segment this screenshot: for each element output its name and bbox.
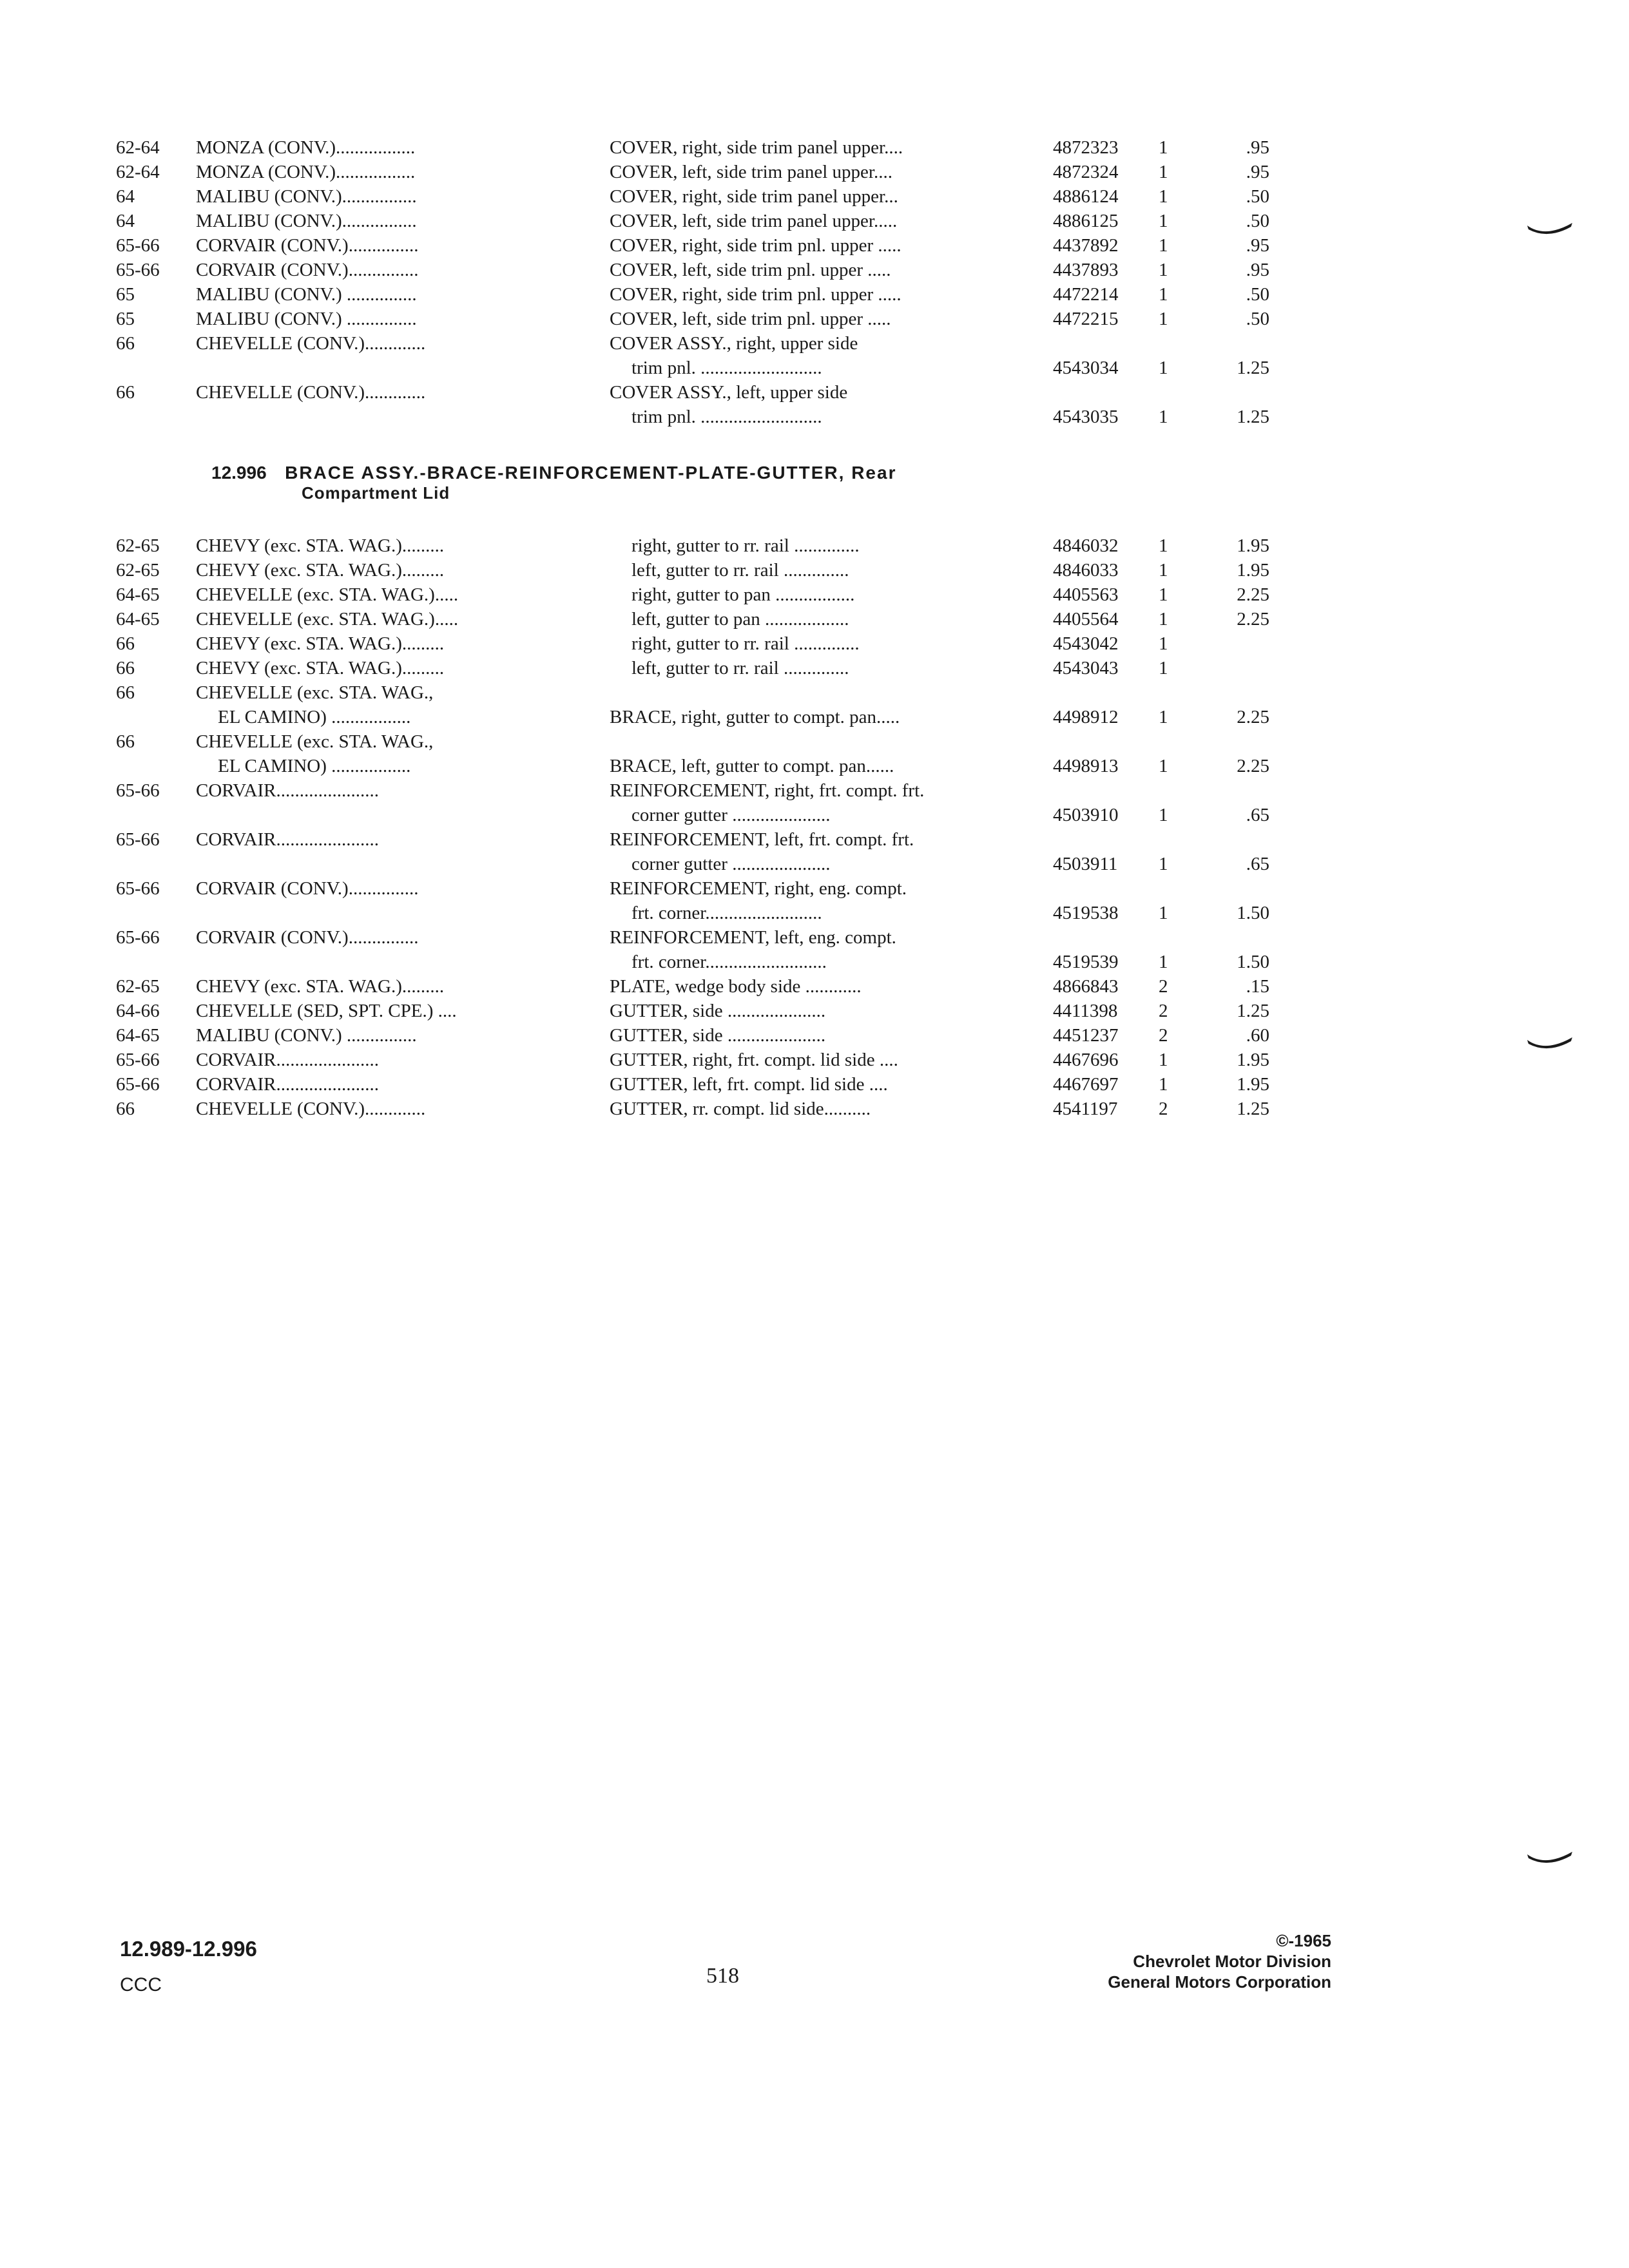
vehicle-model: CORVAIR (CONV.)............... bbox=[196, 927, 419, 948]
part-number: 4472215 bbox=[1053, 309, 1119, 329]
part-description bbox=[631, 558, 1063, 582]
binder-hole-mark-bottom bbox=[1526, 1849, 1574, 1865]
model-year: 65-66 bbox=[116, 829, 160, 850]
price: .95 bbox=[1246, 137, 1269, 158]
part-description-line1: GUTTER, rr. compt. lid side.......... bbox=[610, 1099, 871, 1119]
part-number: 4467697 bbox=[1053, 1074, 1119, 1095]
quantity: 1 bbox=[1159, 609, 1168, 629]
part-description-line1: right, gutter to rr. rail .............. bbox=[631, 633, 860, 654]
price: 2.25 bbox=[1237, 584, 1269, 605]
section-number: 12.996 bbox=[211, 463, 267, 483]
section-title: BRACE ASSY.-BRACE-REINFORCEMENT-PLATE-GUTTER, Rear bbox=[285, 463, 897, 483]
part-number: 4451237 bbox=[1053, 1025, 1119, 1046]
part-description bbox=[631, 631, 1063, 656]
part-description-line1: COVER ASSY., left, upper side bbox=[610, 382, 848, 403]
price: 1.95 bbox=[1237, 1074, 1269, 1095]
table-row bbox=[116, 778, 1276, 827]
model-year: 64-65 bbox=[116, 1025, 160, 1046]
part-description bbox=[610, 729, 1041, 778]
part-description bbox=[610, 209, 1041, 233]
part-number: 4543035 bbox=[1053, 407, 1119, 427]
part-description bbox=[610, 827, 1041, 876]
model-year: 64 bbox=[116, 186, 135, 207]
part-description bbox=[610, 1048, 1041, 1072]
model-year: 65-66 bbox=[116, 235, 160, 256]
part-number: 4503911 bbox=[1053, 854, 1118, 874]
part-number: 4503910 bbox=[1053, 805, 1119, 825]
vehicle-model: MALIBU (CONV.)................ bbox=[196, 211, 417, 231]
division: Chevrolet Motor Division bbox=[1133, 1952, 1331, 1971]
price: .65 bbox=[1246, 805, 1269, 825]
part-number: 4543043 bbox=[1053, 658, 1119, 678]
price: .95 bbox=[1246, 162, 1269, 182]
price: .50 bbox=[1246, 284, 1269, 305]
model-year: 66 bbox=[116, 633, 135, 654]
part-description-line1: REINFORCEMENT, left, frt. compt. frt. bbox=[610, 829, 914, 850]
price: 1.95 bbox=[1237, 535, 1269, 556]
price: .15 bbox=[1246, 976, 1269, 997]
vehicle-model: CORVAIR...................... bbox=[196, 829, 379, 850]
table-row bbox=[116, 184, 1276, 209]
vehicle-model: CORVAIR...................... bbox=[196, 1050, 379, 1070]
table-row bbox=[116, 135, 1276, 160]
price: .60 bbox=[1246, 1025, 1269, 1046]
vehicle-model: MALIBU (CONV.) ............... bbox=[196, 309, 417, 329]
table-row bbox=[116, 631, 1276, 656]
table-row bbox=[116, 258, 1276, 282]
vehicle-model: MALIBU (CONV.) ............... bbox=[196, 1025, 417, 1046]
model-year: 64-65 bbox=[116, 584, 160, 605]
part-number: 4411398 bbox=[1053, 1001, 1118, 1021]
vehicle-model: CHEVY (exc. STA. WAG.)......... bbox=[196, 658, 445, 678]
part-description bbox=[610, 925, 1041, 974]
table-row bbox=[116, 925, 1276, 974]
quantity: 1 bbox=[1159, 186, 1168, 207]
part-description-line2: trim pnl. .......................... bbox=[631, 407, 822, 427]
model-year: 64 bbox=[116, 211, 135, 231]
part-number: 4541197 bbox=[1053, 1099, 1118, 1119]
part-description bbox=[631, 607, 1063, 631]
part-description bbox=[610, 282, 1041, 307]
vehicle-model: CORVAIR...................... bbox=[196, 780, 379, 801]
price: 1.95 bbox=[1237, 1050, 1269, 1070]
table-row bbox=[116, 558, 1276, 582]
table-row bbox=[116, 380, 1276, 429]
vehicle-model: CORVAIR (CONV.)............... bbox=[196, 235, 419, 256]
part-description bbox=[610, 331, 1041, 380]
parts-list-section-2 bbox=[116, 533, 1276, 1121]
part-description-line1: COVER, right, side trim pnl. upper ..... bbox=[610, 235, 901, 256]
table-row bbox=[116, 331, 1276, 380]
vehicle-model-line1: CHEVELLE (exc. STA. WAG., bbox=[196, 682, 434, 703]
part-number: 4498912 bbox=[1053, 707, 1119, 727]
quantity: 1 bbox=[1159, 854, 1168, 874]
model-year: 66 bbox=[116, 658, 135, 678]
quantity: 1 bbox=[1159, 535, 1168, 556]
price: 2.25 bbox=[1237, 707, 1269, 727]
price: 1.25 bbox=[1237, 1099, 1269, 1119]
part-description bbox=[610, 680, 1041, 729]
part-description-line2: frt. corner.......................... bbox=[631, 952, 827, 972]
quantity: 1 bbox=[1159, 560, 1168, 581]
quantity: 1 bbox=[1159, 1074, 1168, 1095]
price: 2.25 bbox=[1237, 756, 1269, 776]
quantity: 2 bbox=[1159, 1025, 1168, 1046]
parts-list-section-1 bbox=[116, 135, 1276, 429]
part-number: 4498913 bbox=[1053, 756, 1119, 776]
model-year: 66 bbox=[116, 731, 135, 752]
vehicle-model: MALIBU (CONV.) ............... bbox=[196, 284, 417, 305]
part-description-line1: COVER ASSY., right, upper side bbox=[610, 333, 858, 354]
table-row bbox=[116, 209, 1276, 233]
part-description-line1: COVER, right, side trim panel upper.... bbox=[610, 137, 903, 158]
section-heading bbox=[211, 463, 1113, 503]
vehicle-model: CHEVELLE (exc. STA. WAG.)..... bbox=[196, 584, 459, 605]
model-year: 62-65 bbox=[116, 560, 160, 581]
vehicle-model: CORVAIR (CONV.)............... bbox=[196, 878, 419, 899]
model-year: 66 bbox=[116, 333, 135, 354]
quantity: 1 bbox=[1159, 707, 1168, 727]
vehicle-model: CHEVY (exc. STA. WAG.)......... bbox=[196, 535, 445, 556]
part-description bbox=[610, 1023, 1041, 1048]
vehicle-model: CHEVELLE (exc. STA. WAG.)..... bbox=[196, 609, 459, 629]
quantity: 1 bbox=[1159, 658, 1168, 678]
part-description-line2: frt. corner......................... bbox=[631, 903, 822, 923]
table-row bbox=[116, 827, 1276, 876]
quantity: 1 bbox=[1159, 633, 1168, 654]
vehicle-model-line2: EL CAMINO) ................. bbox=[218, 707, 411, 727]
part-description-line2: BRACE, right, gutter to compt. pan..... bbox=[610, 707, 900, 727]
price: 1.50 bbox=[1237, 952, 1269, 972]
vehicle-model-line2: EL CAMINO) ................. bbox=[218, 756, 411, 776]
table-row bbox=[116, 974, 1276, 999]
quantity: 1 bbox=[1159, 584, 1168, 605]
corporation: General Motors Corporation bbox=[1108, 1972, 1331, 1992]
model-year: 64-65 bbox=[116, 609, 160, 629]
table-row bbox=[116, 533, 1276, 558]
quantity: 2 bbox=[1159, 976, 1168, 997]
part-number: 4405563 bbox=[1053, 584, 1119, 605]
price: 1.25 bbox=[1237, 407, 1269, 427]
part-description-line1: GUTTER, right, frt. compt. lid side .... bbox=[610, 1050, 898, 1070]
part-number: 4886125 bbox=[1053, 211, 1119, 231]
model-year: 66 bbox=[116, 382, 135, 403]
price: .65 bbox=[1246, 854, 1269, 874]
part-number: 4405564 bbox=[1053, 609, 1119, 629]
part-number: 4437892 bbox=[1053, 235, 1119, 256]
part-description-line1: GUTTER, side ..................... bbox=[610, 1001, 826, 1021]
table-row bbox=[116, 656, 1276, 680]
vehicle-model: CHEVELLE (CONV.)............. bbox=[196, 1099, 426, 1119]
part-number: 4886124 bbox=[1053, 186, 1119, 207]
part-description bbox=[631, 656, 1063, 680]
part-number: 4872324 bbox=[1053, 162, 1119, 182]
model-year: 62-65 bbox=[116, 976, 160, 997]
model-year: 62-64 bbox=[116, 162, 160, 182]
part-description-line1: REINFORCEMENT, right, eng. compt. bbox=[610, 878, 907, 899]
part-description-line1: COVER, left, side trim panel upper..... bbox=[610, 211, 898, 231]
table-row bbox=[116, 233, 1276, 258]
quantity: 1 bbox=[1159, 952, 1168, 972]
quantity: 1 bbox=[1159, 137, 1168, 158]
part-description-line2: trim pnl. .......................... bbox=[631, 358, 822, 378]
table-row bbox=[116, 607, 1276, 631]
vehicle-model: CHEVY (exc. STA. WAG.)......... bbox=[196, 976, 445, 997]
vehicle-model: MONZA (CONV.)................. bbox=[196, 137, 416, 158]
vehicle-model: CHEVELLE (CONV.)............. bbox=[196, 382, 426, 403]
part-number: 4543034 bbox=[1053, 358, 1119, 378]
part-description bbox=[610, 778, 1041, 827]
part-description bbox=[610, 876, 1041, 925]
price: 2.25 bbox=[1237, 609, 1269, 629]
table-row bbox=[116, 160, 1276, 184]
part-description bbox=[610, 184, 1041, 209]
part-description-line1: left, gutter to rr. rail .............. bbox=[631, 658, 849, 678]
part-description-line1: COVER, left, side trim pnl. upper ..... bbox=[610, 260, 891, 280]
table-row bbox=[116, 1097, 1276, 1121]
part-description bbox=[610, 1072, 1041, 1097]
quantity: 1 bbox=[1159, 284, 1168, 305]
section-subtitle: Compartment Lid bbox=[302, 483, 450, 503]
publisher-block bbox=[1018, 1930, 1331, 1992]
part-description-line2: corner gutter ..................... bbox=[631, 805, 831, 825]
model-year: 62-64 bbox=[116, 137, 160, 158]
vehicle-model: CORVAIR (CONV.)............... bbox=[196, 260, 419, 280]
part-number: 4846033 bbox=[1053, 560, 1119, 581]
quantity: 1 bbox=[1159, 903, 1168, 923]
catalog-code: CCC bbox=[120, 1974, 162, 1995]
part-description-line1: COVER, right, side trim pnl. upper ..... bbox=[610, 284, 901, 305]
part-description-line1: COVER, left, side trim panel upper.... bbox=[610, 162, 892, 182]
model-year: 65-66 bbox=[116, 1050, 160, 1070]
table-row bbox=[116, 307, 1276, 331]
part-number: 4472214 bbox=[1053, 284, 1119, 305]
model-year: 66 bbox=[116, 1099, 135, 1119]
part-description-line1: COVER, left, side trim pnl. upper ..... bbox=[610, 309, 891, 329]
part-description bbox=[631, 582, 1063, 607]
part-number: 4846032 bbox=[1053, 535, 1119, 556]
part-description-line1: left, gutter to pan .................. bbox=[631, 609, 849, 629]
quantity: 1 bbox=[1159, 407, 1168, 427]
quantity: 1 bbox=[1159, 162, 1168, 182]
price: .95 bbox=[1246, 260, 1269, 280]
part-description-line1: right, gutter to rr. rail .............. bbox=[631, 535, 860, 556]
model-year: 65-66 bbox=[116, 780, 160, 801]
part-description-line1: REINFORCEMENT, right, frt. compt. frt. bbox=[610, 780, 925, 801]
part-description-line1: GUTTER, side ..................... bbox=[610, 1025, 826, 1046]
quantity: 1 bbox=[1159, 235, 1168, 256]
part-number: 4519538 bbox=[1053, 903, 1119, 923]
model-year: 65-66 bbox=[116, 878, 160, 899]
part-number: 4467696 bbox=[1053, 1050, 1119, 1070]
table-row bbox=[116, 1072, 1276, 1097]
page-number: 518 bbox=[706, 1964, 739, 1988]
vehicle-model: CHEVELLE (CONV.)............. bbox=[196, 333, 426, 354]
price: .50 bbox=[1246, 186, 1269, 207]
part-description-line2: BRACE, left, gutter to compt. pan...... bbox=[610, 756, 894, 776]
part-description bbox=[610, 1097, 1041, 1121]
section-range: 12.989-12.996 bbox=[120, 1937, 257, 1961]
table-row bbox=[116, 999, 1276, 1023]
price: .50 bbox=[1246, 211, 1269, 231]
vehicle-model: MONZA (CONV.)................. bbox=[196, 162, 416, 182]
part-description bbox=[610, 999, 1041, 1023]
part-description bbox=[610, 974, 1041, 999]
part-description bbox=[610, 160, 1041, 184]
part-description-line1: right, gutter to pan ................. bbox=[631, 584, 855, 605]
part-description-line1: GUTTER, left, frt. compt. lid side .... bbox=[610, 1074, 888, 1095]
table-row bbox=[116, 680, 1276, 729]
vehicle-model: CORVAIR...................... bbox=[196, 1074, 379, 1095]
quantity: 1 bbox=[1159, 805, 1168, 825]
part-number: 4866843 bbox=[1053, 976, 1119, 997]
vehicle-model: CHEVELLE (SED, SPT. CPE.) .... bbox=[196, 1001, 457, 1021]
model-year: 65 bbox=[116, 309, 135, 329]
vehicle-model: CHEVY (exc. STA. WAG.)......... bbox=[196, 560, 445, 581]
part-description bbox=[610, 135, 1041, 160]
table-row bbox=[116, 282, 1276, 307]
price: 1.95 bbox=[1237, 560, 1269, 581]
model-year: 65-66 bbox=[116, 260, 160, 280]
price: 1.25 bbox=[1237, 358, 1269, 378]
table-row bbox=[116, 1023, 1276, 1048]
quantity: 1 bbox=[1159, 260, 1168, 280]
price: 1.50 bbox=[1237, 903, 1269, 923]
part-description-line1: COVER, right, side trim panel upper... bbox=[610, 186, 898, 207]
model-year: 65 bbox=[116, 284, 135, 305]
part-number: 4437893 bbox=[1053, 260, 1119, 280]
copyright: ©-1965 bbox=[1276, 1931, 1331, 1950]
vehicle-model-line1: CHEVELLE (exc. STA. WAG., bbox=[196, 731, 434, 752]
binder-hole-mark-top bbox=[1526, 220, 1574, 236]
quantity: 1 bbox=[1159, 756, 1168, 776]
model-year: 62-65 bbox=[116, 535, 160, 556]
price: 1.25 bbox=[1237, 1001, 1269, 1021]
part-description bbox=[610, 233, 1041, 258]
quantity: 2 bbox=[1159, 1001, 1168, 1021]
model-year: 66 bbox=[116, 682, 135, 703]
quantity: 1 bbox=[1159, 358, 1168, 378]
part-description bbox=[610, 258, 1041, 282]
vehicle-model: MALIBU (CONV.)................ bbox=[196, 186, 417, 207]
table-row bbox=[116, 1048, 1276, 1072]
part-description bbox=[610, 307, 1041, 331]
vehicle-model: CHEVY (exc. STA. WAG.)......... bbox=[196, 633, 445, 654]
part-description-line1: left, gutter to rr. rail .............. bbox=[631, 560, 849, 581]
binder-hole-mark-middle bbox=[1526, 1035, 1574, 1050]
part-description bbox=[610, 380, 1041, 429]
quantity: 2 bbox=[1159, 1099, 1168, 1119]
table-row bbox=[116, 582, 1276, 607]
price: .50 bbox=[1246, 309, 1269, 329]
table-row bbox=[116, 876, 1276, 925]
model-year: 65-66 bbox=[116, 1074, 160, 1095]
model-year: 65-66 bbox=[116, 927, 160, 948]
table-row bbox=[116, 729, 1276, 778]
part-description-line1: PLATE, wedge body side ............ bbox=[610, 976, 862, 997]
part-number: 4872323 bbox=[1053, 137, 1119, 158]
part-description-line2: corner gutter ..................... bbox=[631, 854, 831, 874]
quantity: 1 bbox=[1159, 1050, 1168, 1070]
model-year: 64-66 bbox=[116, 1001, 160, 1021]
part-number: 4519539 bbox=[1053, 952, 1119, 972]
part-description bbox=[631, 533, 1063, 558]
part-description-line1: REINFORCEMENT, left, eng. compt. bbox=[610, 927, 896, 948]
quantity: 1 bbox=[1159, 309, 1168, 329]
quantity: 1 bbox=[1159, 211, 1168, 231]
price: .95 bbox=[1246, 235, 1269, 256]
part-number: 4543042 bbox=[1053, 633, 1119, 654]
